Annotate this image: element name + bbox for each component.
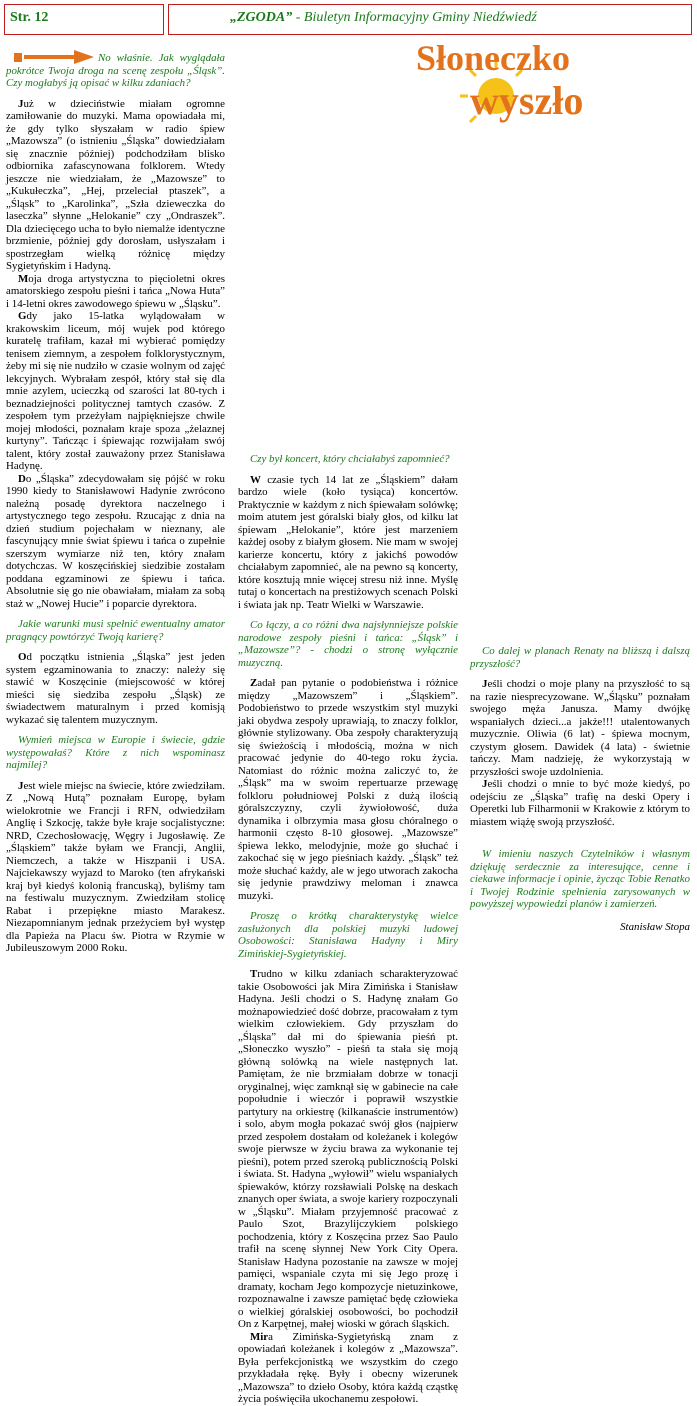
paragraph-text: o „Śląska” zdecydowałam się pójść w roku 1990 kiedy to Stanisławowi Hadynie zwrócono należną posadę dyrektora naczelnego i artystycznego tego zespołu. Rzucając z dnia na dzień studium pojechałam w nieznany, ale fascynujący mnie świat śpiewu i tańca o zupełnie szerszym wymiarze niż ten, który znałam dotychczas. W koszęcińskiej siedzibie zostałam poddana egzaminowi ze śpiewu i tańca. Absolutnie się go nie obawiałam, miałam za sobą staż w „Nowej Hucie” i poparcie dyrektora. — [6, 472, 225, 610]
paragraph — [238, 474, 458, 612]
paragraph-text: oja droga artystyczna to pięcioletni okres amatorskiego zespołu pieśni i tańca „Nowa Huta” i 14-letni okres zawodowego śpiewu w „Śląsku”. — [6, 272, 225, 310]
intro-question: No właśnie. Jak wyglądała pokrótce Twoja droga na scenę zespołu „Śląsk”. Czy mogłabyś ją opisać w kilku zdaniach? — [6, 52, 225, 89]
bulletin-name: „ZGODA” — [230, 10, 293, 25]
column-3 — [470, 123, 690, 933]
paragraph-text: adał pan pytanie o podobieństwa i różnice między „Mazowszem” i „Śląskiem”. Podobieństwo to przede wszystkim styl muzyki jaki obydwa zespoły uprawiają, to znaczy folklor, głównie stylizowany. Oba zespoły charakteryzują się świeżością i młodością, można w nich pracować jedynie do 40-tego roku życia. Natomiast do różnic można zaliczyć to, że „Śląsk” ma w swoim repertuarze przewagę folkloru południowej Polski z dużą ilością góralszczyzny, czyli żywiołowość, duża dynamika i olbrzymia masa głosu chóralnego o harmonii często 8-10 głosowej. „Mazowsze” śpiewa lekko, melodyjnie, może go słuchać i zakochać się w jego pieśniach każdy. „Śląsk” też może słuchać każdy, ale w jego utworach zakocha się jedynie prawdziwy meloman i znawca muzyki. — [238, 677, 458, 902]
paragraph-text: uż w dzieciństwie miałam ogromne zamiłowanie do muzyki. Mama opowiadała mi, że gdy tylko słyszałam w radio śpiew „Mazowsza” (o istnieniu „Śląska” dowiedziałam się znacznie później) podchodziłam blisko odbiornika zafascynowana folklorem. Wtedy jeszcze nie wiedziałam, że „Mazowsze” to „Kukułeczka”, „Hej, przeleciał ptaszek”, a „Śląsk” to „Karolinka”, „Szła dzieweczka do laseczka” słynne „Helokanie” czy „Ondraszek”. Dla dziecięcego ucha to było niemalże identyczne brzmienie, później gdy dorosłam, usłyszałam i spostrzegłam wielką różnicę między Sygietyńskim i Hadyną. — [6, 97, 225, 272]
paragraph — [238, 677, 458, 902]
question-4: Czy był koncert, który chciałabyś zapomnieć? — [250, 453, 450, 465]
question-7: Co dalej w planach Renaty na bliższą i dalszą przyszłość? — [470, 645, 690, 670]
bulletin-subtitle: - Biuletyn Informacyjny Gminy Niedźwiedź — [292, 10, 537, 25]
paragraph — [6, 780, 225, 955]
initial-letter: Mir — [250, 1330, 269, 1343]
col2b-body — [238, 474, 458, 612]
paragraph-text: rudno w kilku zdaniach scharakteryzować takie Osobowości jak Mira Zimińska i Stanisław Hadyna. Jeśli chodzi o S. Hadynę znałam Go możnapowiedzieć dość dobrze, pracowałam z tym wielkim człowiekiem. Gdy przyszłam do „Śląska” dał mi do śpiewania pieśń pt. „Słoneczko wyszło” - pieśń ta stała się moją główną solówką na wiele następnych lat. Pamiętam, że nie brzmiałam dobrze w tonacji oryginalnej, więc zamknął się w gabinecie na całe popołudnie i wieczór i poprawił wszystkie partytury na orkiestrę (kilkanaście instrumentów) i solo, abym mogła pokazać swój głos (najpierw przed zespołem dostałam od koleżanek i kolegów swoje pierwsze w życiu brawa za wykonanie tej pieśni), potem przed szeroką publicznością Polski i świata. St. Hadyna „wyłowił” wielu wspaniałych śpiewaków, którzy rozsławiali Polskę na deskach znanych oper świata, a swoje kariery rozpoczynali w „Śląsku”. Miałam przyjemność pracować z Paulo Szot, Brazylijczykiem polskiego pochodzenia, który z Koszęcina przez Sao Paulo trafił na scenę słynnej New York City Opera. Stanisław Hadyna pozostanie na zawsze w mojej pamięci, wspaniale czyta mi się Jego prozę i dramaty, kocham Jego kompozycje nietuzinkowe, rozpoznawalne i zawsze pamiętać będę człowieka o wielkiej góralskiej osobowości, bo pochodził On z Karpętnej, małej wioski w górach śląskich. — [238, 968, 458, 1330]
initial-letter: J — [482, 778, 488, 790]
author-signature: Stanisław Stopa — [620, 920, 690, 933]
paragraph — [6, 310, 225, 473]
paragraph-text: d początku istnienia „Śląska” jest jeden system egzaminowania to znaczy: należy się stawić w Koszęcinie (miejscowość w której mieści się siedziba zespołu „Śląsk) ze świadectwem maturalnym i przed komisją wykazać się talentem muzycznym. — [6, 651, 225, 726]
paragraph — [238, 968, 458, 1331]
title-line-2: wyszło — [470, 78, 584, 123]
column-1 — [6, 52, 225, 955]
paragraph — [470, 678, 690, 778]
article-title-art — [410, 38, 694, 123]
col2c-body — [238, 677, 458, 902]
paragraph-text: eśli chodzi o moje plany na przyszłość to są na razie niesprecyzowane. W„Śląsku” poznałam swojego męża Janusza. Mamy dwójkę wspaniałych dzieci...a jakże!!! utalentowanych muzycznie. Oliwia (6 lat) - śpiewa mocnym, czystym głosem. Dawidek (4 lata) - świetnie tańczy. Mam nadzieję, że wykorzystają w przyszłości swoje uzdolnienia. — [470, 678, 690, 778]
closing-note: W imieniu naszych Czytelników i własnym dziękuję serdecznie za interesujące, cenne i ciekawe informacje i opinie, życząc Tobie Renatko i Twojej Rodzinie spełnienia zarysowanych w powyższej wypowiedzi planów i zamierzeń. — [470, 848, 690, 910]
initial-letter: J — [18, 779, 24, 792]
initial-letter: O — [18, 651, 27, 663]
col3b-body — [470, 678, 690, 828]
paragraph — [470, 778, 690, 828]
question-3: Wymień miejsca w Europie i świecie, gdzie występowałaś? Które z nich wspominasz najmilej? — [6, 734, 225, 771]
initial-letter: J — [482, 678, 488, 690]
question-6: Proszę o krótką charakterystykę wielce zasłużonych dla polskiej muzyki ludowej Osobowości: Stanisława Hadyny i Miry Zimińskiej-Sygietyńskiej. — [238, 910, 458, 960]
paragraph — [238, 1331, 458, 1406]
initial-letter: J — [18, 97, 24, 110]
col1c-body — [6, 780, 225, 955]
paragraph-text: a Zimińska-Sygietyńską znam z opowiadań koleżanek i kolegów z „Mazowsza”. Była perfekcjonistką we wszystkim do czego przykładała rękę. Były i obecny wizerunek „Mazowsza” to dzieło Osoby, która każdą cząstkę życia poświęciła ukochanemu zespołowi. — [238, 1330, 458, 1405]
initial-letter: G — [18, 310, 27, 322]
paragraph-text: dy jako 15-latka wylądowałam w krakowskim liceum, mój wujek pod którego kuratelę trafiłam, kazał mi wybierać pomiędzy tenisem ziemnym, a zespołem folklorystycznym, żeby mi się nie nudziło w czasie wolnym od zajęć lekcyjnych. Wybrałam zespół, który stał się dla mnie azylem, ucieczką od szarości lat 80-tych i beznadziejności politycznej tamtych czasów. Z zespołem tym przeżyłam najpiękniejsze chwile mojej młodości, poznałam kraje spoza „żelaznej kurtyny”. Tańcząc i śpiewając rozwijałam swój talent, który został zauważony przez Stanisława Hadynę. — [6, 310, 225, 472]
paragraph-text: est wiele miejsc na świecie, które zwiedziłam. Z „Nową Hutą” poznałam Europę, byłam wielokrotnie we Francji i RFN, odwiedziłam Anglię i Szkocję, także byłe kraje socjalistyczne: NRD, Czechosłowację, Węgry i Jugosławię. Ze „Śląskiem” także byłam we Francji, Anglii, Niemczech, a także w Hiszpanii i USA. Najciekawszy wyjazd to Maroko (ten afrykański kraj był kiedyś kolonią francuską), byliśmy tam na festiwalu muzycznym. Zwiedziłam stolicę Rabat i przepiękne miasto Marakesz. Niezapomnianym jednak przeżyciem był występ dla Papieża na Placu św. Piotra w Rzymie w Jubileuszowym 2000 Roku. — [6, 779, 225, 954]
initial-letter: M — [18, 272, 29, 285]
question-5: Co łączy, a co różni dwa najsłynniejsze polskie narodowe zespoły pieśni i tańca: „Śląsk” i „Mazowsze”? - chodzi o stronę wyłącznie muzyczną. — [238, 619, 458, 669]
question-2: Jakie warunki musi spełnić ewentualny amator pragnący powtórzyć Twoją karierę? — [6, 618, 225, 643]
paragraph — [6, 473, 225, 611]
column-2 — [238, 123, 458, 1406]
col1b-body — [6, 651, 225, 726]
bulletin-title — [230, 10, 537, 26]
col1-body — [6, 98, 225, 611]
paragraph-text: czasie tych 14 lat ze „Śląskiem” dałam bardzo wiele (koło tysiąca) koncertów. Praktycznie w każdym z nich śpiewałam solówkę; moim atutem jest góralski biały głos, od kilku lat śpiewam „Helokanie”, które jest marzeniem każdej osoby z białym głosem. Nie mam w swojej karierze koncertu, który z jakichś powodów chciałabym zapomnieć, ale na pewno są koncerty, które kosztują mnie więcej stresu niż inne. Myślę tutaj o koncertach na prestiżowych scenach Polski i świata jak np. Teatr Wielki w Warszawie. — [238, 473, 458, 611]
initial-letter: D — [18, 472, 26, 485]
paragraph — [6, 273, 225, 311]
paragraph — [6, 651, 225, 726]
initial-letter: T — [250, 968, 258, 980]
title-line-1: Słoneczko — [416, 38, 571, 78]
initial-letter: W — [250, 473, 261, 486]
paragraph-text: eśli chodzi o mnie to być może kiedyś, po odejściu ze „Śląska” trafię na deski Opery i Operetki lub Filharmonii w Krakowie z którym to miastem wiążę swoją przyszłość. — [470, 778, 690, 828]
paragraph — [6, 98, 225, 273]
initial-letter: Z — [250, 677, 258, 689]
page-number: Str. 12 — [10, 10, 49, 25]
col2d-body — [238, 968, 458, 1406]
